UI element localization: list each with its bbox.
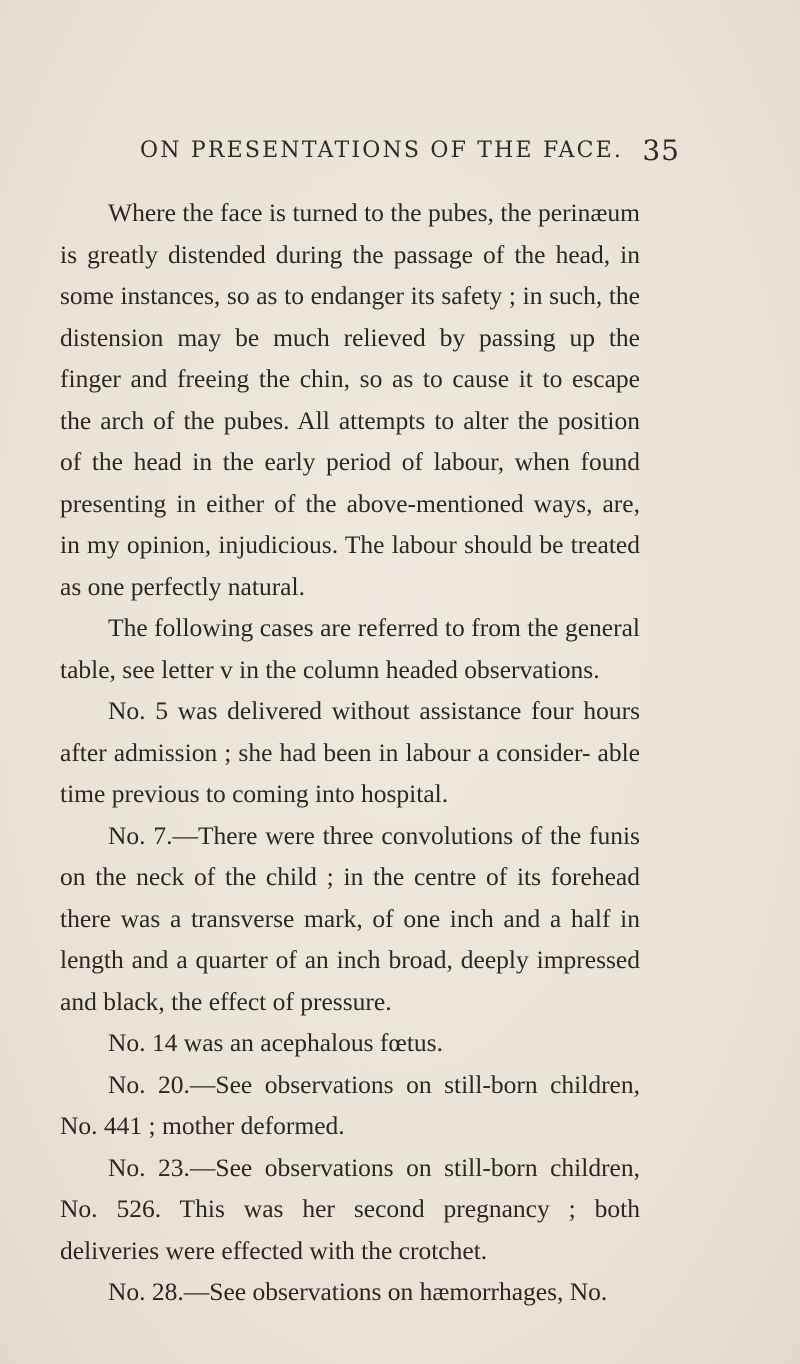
paragraph-case-28: No. 28.—See observations on hæmorrhages, No.	[108, 1277, 608, 1306]
paragraph-case-20: No. 20.—See observations on still-born children, No. 441 ; mother deformed.	[60, 1069, 640, 1140]
paragraph-case-5: No. 5 was delivered without assistance four hours after admission ; she had been in labour a consider- able time previous to coming into hospital.	[60, 696, 640, 808]
paragraph-following-cases: The following cases are referred to from the general table, see letter v in the column headed observations.	[60, 613, 640, 684]
page-number: 35	[642, 134, 680, 167]
paragraph-case-14: No. 14 was an acephalous fœtus.	[108, 1028, 443, 1057]
paragraph-case-7: No. 7.—There were three convolutions of the funis on the neck of the child ; in the centre of its forehead there was a transverse mark, of one inch and a half in length and a quarter of an inch broad, deeply impressed and black, the effect of pressure.	[60, 820, 640, 1016]
body-text	[60, 192, 640, 1313]
running-title: ON PRESENTATIONS OF THE FACE.	[140, 138, 624, 163]
paragraph-face-to-pubes: Where the face is turned to the pubes, the perinæum is greatly distended during the passage of the head, in some instances, so as to endanger its safety ; in such, the distension may be much relieved by passing up the finger and freeing the chin, so as to cause it to escape the arch of the pubes. All attempts to alter the position of the head in the early period of labour, when found presenting in either of the above-mentioned ways, are, in my opinion, injudicious. The labour should be treated as one perfectly natural.	[60, 198, 640, 601]
paragraph-case-23: No. 23.—See observations on still-born children, No. 526. This was her second pregnancy ; both deliveries were effected with the crotchet.	[60, 1152, 640, 1265]
running-head	[140, 134, 680, 174]
